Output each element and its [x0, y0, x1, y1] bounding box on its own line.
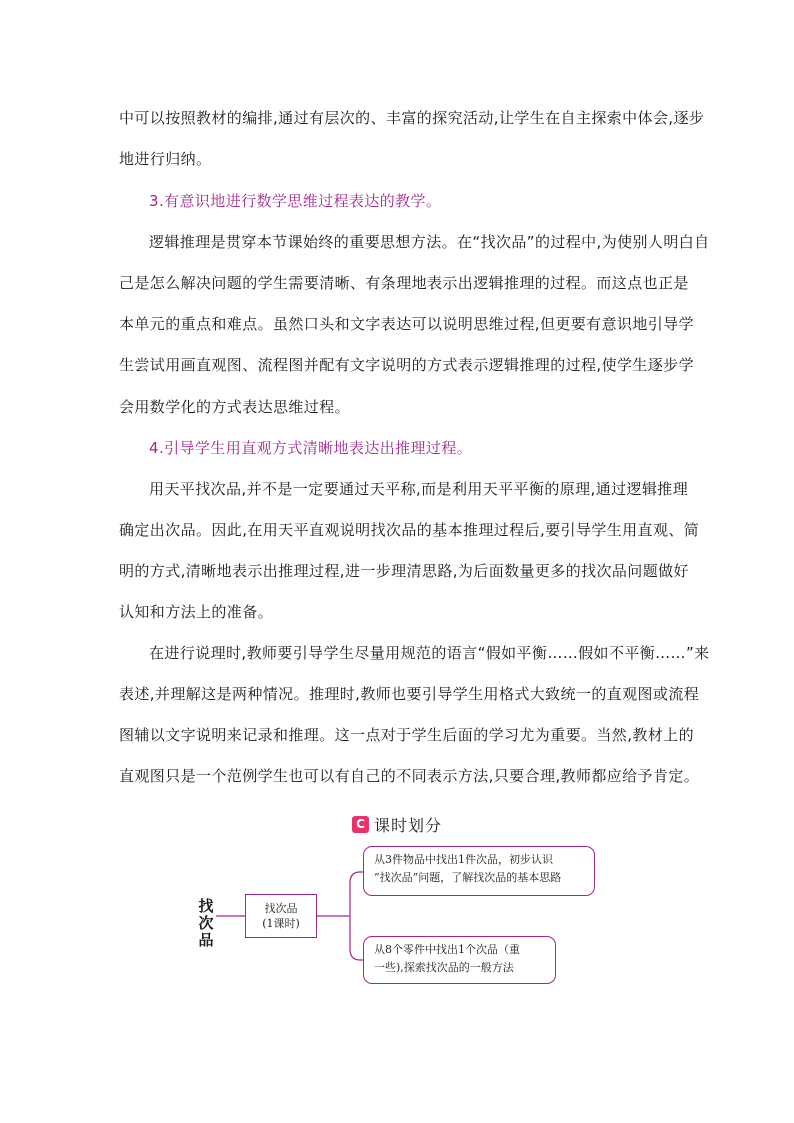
- branch-1-line-2: “找次品”问题，了解找次品的基本思路: [374, 871, 562, 884]
- branch-2-line-1: 从8个零件中找出1个次品（重: [374, 943, 520, 956]
- paragraph-3-line-2: 确定出次品。因此,在用天平直观说明找次品的基本推理过程后,要引导学生用直观、简: [119, 521, 700, 539]
- paragraph-2-line-3: 本单元的重点和难点。虽然口头和文字表达可以说明思维过程,但更要有意识地引导学: [119, 315, 694, 333]
- paragraph-3-line-1: 用天平找次品,并不是一定要通过天平称,而是利用天平平衡的原理,通过逻辑推理: [149, 480, 689, 498]
- main-box-line-2: (1课时): [262, 917, 300, 930]
- root-char-3: 品: [198, 931, 214, 949]
- section-icon-glyph: C: [356, 817, 365, 831]
- paragraph-4-line-3: 图辅以文字说明来记录和推理。这一点对于学生后面的学习尤为重要。当然,教材上的: [119, 726, 694, 744]
- paragraph-3-line-3: 明的方式,清晰地表示出推理过程,进一步理清思路,为后面数量更多的找次品问题做好: [119, 562, 689, 580]
- branch-1-line-1: 从3件物品中找出1件次品，初步认识: [374, 853, 553, 866]
- paragraph-2-line-2: 己是怎么解决问题的学生需要清晰、有条理地表示出逻辑推理的过程。而这点也正是: [119, 274, 689, 292]
- paragraph-4-line-4: 直观图只是一个范例学生也可以有自己的不同表示方法,只要合理,教师都应给予肯定。: [119, 767, 700, 785]
- paragraph-4-line-1: 在进行说理时,教师要引导学生尽量用规范的语言“假如平衡……假如不平衡……”来: [149, 644, 710, 662]
- heading-4: 4.引导学生用直观方式清晰地表达出推理过程。: [149, 439, 473, 457]
- heading-3: 3.有意识地进行数学思维过程表达的教学。: [149, 192, 442, 210]
- diagram-branch-2: [363, 936, 556, 984]
- diagram-branch-1: [363, 846, 595, 896]
- section-title-text: 课时划分: [374, 815, 443, 835]
- root-char-2: 次: [198, 914, 214, 932]
- paragraph-2-line-4: 生尝试用画直观图、流程图并配有文字说明的方式表示逻辑推理的过程,使学生逐步学: [119, 356, 694, 374]
- paragraph-4-line-2: 表述,并理解这是两种情况。推理时,教师也要引导学生用格式大致统一的直观图或流程: [119, 685, 700, 703]
- paragraph-1-line-1: 中可以按照教材的编排,通过有层次的、丰富的探究活动,让学生在自主探索中体会,逐步: [119, 109, 705, 127]
- fork-lower-path: [350, 916, 363, 960]
- branch-2-line-2: 一些),探索找次品的一般方法: [374, 961, 514, 974]
- root-char-1: 找: [198, 897, 214, 915]
- fork-upper-path: [350, 872, 363, 916]
- paragraph-3-line-4: 认知和方法上的准备。: [119, 603, 274, 621]
- diagram-root-label: [198, 898, 214, 949]
- section-icon: [352, 816, 369, 833]
- paragraph-2-line-1: 逻辑推理是贯穿本节课始终的重要思想方法。在“找次品”的过程中,为使别人明白自: [149, 233, 710, 251]
- paragraph-2-line-5: 会用数学化的方式表达思维过程。: [119, 398, 351, 416]
- diagram-main-box: [245, 894, 317, 938]
- main-box-line-1: 找次品: [264, 902, 298, 915]
- section-title: [352, 812, 442, 836]
- paragraph-1-line-2: 地进行归纳。: [119, 150, 212, 168]
